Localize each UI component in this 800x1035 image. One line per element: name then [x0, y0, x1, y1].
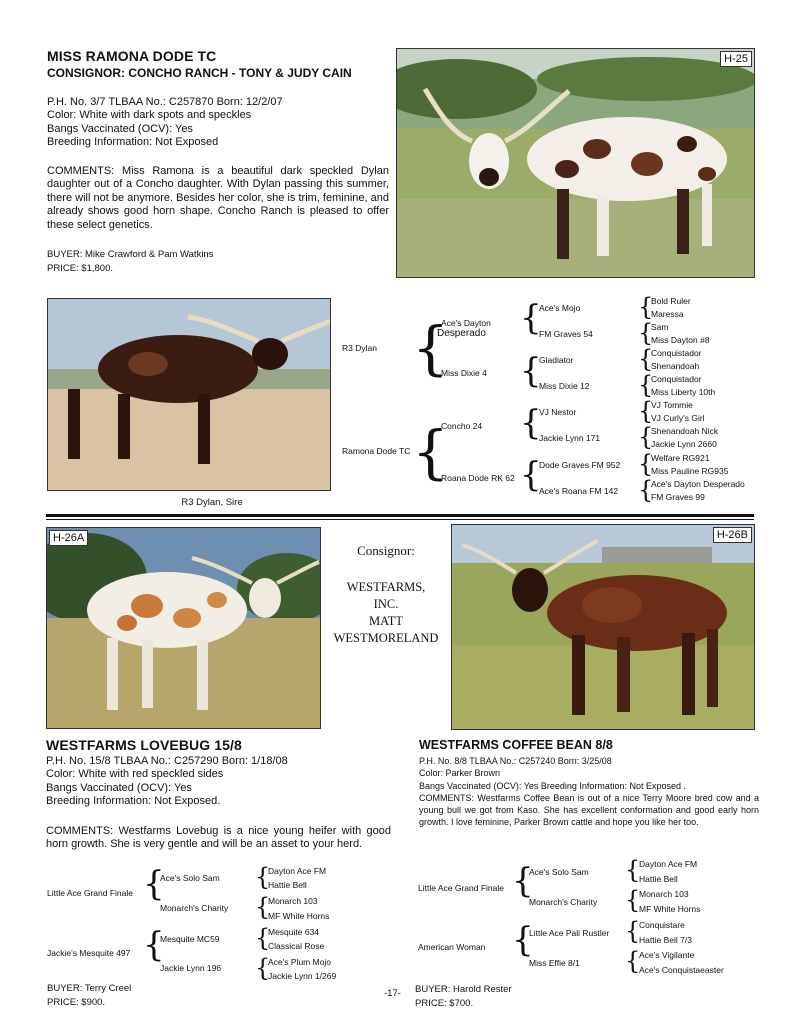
ped-g-6: Conquistador	[651, 374, 702, 384]
h25-tag: H-25	[720, 51, 752, 67]
consignor-names	[322, 579, 450, 647]
h26a-tag: H-26A	[49, 530, 88, 546]
h26a-ped-g-5: Classical Rose	[268, 941, 325, 951]
ped-dsd: Jackie Lynn 171	[539, 433, 601, 443]
ped-brace-g1: {	[638, 293, 654, 321]
h26b-ped-dd: Miss Effie 8/1	[529, 958, 580, 968]
ped-brace-ds: {	[520, 403, 542, 443]
h26a-ped-brace-sire: {	[143, 864, 165, 904]
h26b-ped-dam: American Woman	[418, 942, 486, 952]
ped-brace-dam: {	[412, 418, 449, 486]
sire-caption: R3 Dylan, Sire	[181, 497, 243, 508]
h25-consignor: CONSIGNOR: CONCHO RANCH - TONY & JUDY CAIN	[47, 66, 352, 80]
ped-dd: Roana Dode RK 62	[441, 473, 515, 483]
h26a-ped-brace-g3: {	[255, 924, 271, 952]
h26b-ped-g-4: Conquistare	[639, 920, 685, 930]
ped-sss: Ace's Mojo	[539, 303, 581, 313]
h26b-comments: COMMENTS: Westfarms Coffee Bean is out of a nice Terry Moore bred cow and a young bull we got from Kaso. She has excellent conformation and good early horn growth. I love feminine, Parker Brown cattle and hope you like her too.	[419, 792, 759, 828]
ped-dam: Ramona Dode TC	[342, 446, 411, 456]
h25-name: MISS RAMONA DODE TC	[47, 48, 217, 64]
ped-brace-dd: {	[520, 455, 542, 495]
h25-bangs: Bangs Vaccinated (OCV): Yes	[47, 122, 193, 135]
ped-brace-g2: {	[638, 319, 654, 347]
h26a-color: Color: White with red speckled sides	[46, 768, 224, 781]
ped-brace-g5: {	[638, 397, 654, 425]
h26b-ped-brace-g3: {	[625, 917, 641, 945]
h26a-ped-g-3: MF White Horns	[268, 911, 330, 921]
ped-ss: Ace's Dayton	[441, 318, 491, 328]
ped-g-13: Miss Pauline RG935	[651, 466, 729, 476]
h26b-photo-art	[452, 525, 754, 729]
ped-g-2: Sam	[651, 322, 669, 332]
h26b-ped-ds: Little Ace Pali Rustler	[529, 928, 610, 938]
ped-brace-g7: {	[638, 450, 654, 478]
h26a-ped-g-4: Mesquite 634	[268, 927, 320, 937]
h25-details	[47, 96, 387, 150]
ped-ddd: Ace's Roana FM 142	[539, 486, 619, 496]
h26b-buyer: BUYER: Harold Rester	[415, 984, 512, 995]
h26b-ped-g-2: Monarch 103	[639, 889, 689, 899]
h26a-ped-dam: Jackie's Mesquite 497	[47, 948, 131, 958]
ped-g-5: Shenandoah	[651, 361, 700, 371]
page-number: -17-	[384, 988, 401, 999]
h26b-ped-brace-g2: {	[625, 886, 641, 914]
ped-g-7: Miss Liberty 10th	[651, 387, 716, 397]
consignor-line2: INC.	[373, 597, 399, 611]
h26b-ped-brace-g1: {	[625, 856, 641, 884]
h26a-ped-g-0: Dayton Ace FM	[268, 866, 327, 876]
h26b-ped-g-7: Ace's Conquistaeaster	[639, 965, 724, 975]
h26b-ped-g-5: Hattie Bell 7/3	[639, 935, 692, 945]
h25-buyer: BUYER: Mike Crawford & Pam Watkins	[47, 249, 214, 260]
h26a-ped-sd: Monarch's Charity	[160, 903, 229, 913]
ped-brace-g6: {	[638, 423, 654, 451]
section-divider	[46, 514, 754, 517]
h26b-photo	[451, 524, 755, 730]
ped-brace-g8: {	[638, 476, 654, 504]
h26b-ped-sd: Monarch's Charity	[529, 897, 598, 907]
ped-ss2: Desperado	[437, 328, 486, 339]
h26a-buyer: BUYER: Terry Creel	[47, 983, 132, 994]
ped-g-4: Conquistador	[651, 348, 702, 358]
h26b-ped-brace-dam: {	[512, 920, 534, 960]
h26a-details	[46, 755, 406, 809]
ped-g-8: VJ Tommie	[651, 400, 693, 410]
h26b-bangs: Bangs Vaccinated (OCV): Yes Breeding Information: Not Exposed .	[419, 780, 686, 791]
ped-ds: Concho 24	[441, 421, 483, 431]
ped-g-3: Miss Dayton #8	[651, 335, 710, 345]
h26b-ped-sire: Little Ace Grand Finale	[418, 883, 504, 893]
h26a-ped-brace-g2: {	[255, 893, 271, 921]
h26b-ped-ss: Ace's Solo Sam	[529, 867, 589, 877]
h26a-ped-sire: Little Ace Grand Finale	[47, 888, 133, 898]
h26a-breeding: Breeding Information: Not Exposed.	[46, 795, 221, 808]
consignor-line3: MATT	[368, 614, 404, 628]
ped-g-1: Maressa	[651, 309, 684, 319]
h26a-ped-brace-g4: {	[255, 954, 271, 982]
h26a-ped-g-6: Ace's Plum Mojo	[268, 957, 332, 967]
h26a-photo	[46, 527, 321, 729]
h26b-tag: H-26B	[713, 527, 752, 543]
h26a-ped-brace-g1: {	[255, 863, 271, 891]
h26a-ped-g-7: Jackie Lynn 1/269	[268, 971, 337, 981]
h26a-photo-art	[47, 528, 320, 728]
ped-g-12: Welfare RG921	[651, 453, 710, 463]
section-divider-thin	[46, 519, 754, 520]
ped-g-15: FM Graves 99	[651, 492, 705, 502]
ped-g-0: Bold Ruler	[651, 296, 691, 306]
h26b-ped-g-1: Hattie Bell	[639, 874, 678, 884]
h25-photo-art	[397, 49, 754, 277]
h26b-price: PRICE: $700.	[415, 998, 474, 1009]
h26b-ped-g-0: Dayton Ace FM	[639, 859, 698, 869]
h26b-color: Color: Parker Brown	[419, 768, 501, 779]
ped-brace-g4: {	[638, 371, 654, 399]
h26a-ped-g-1: Hattie Bell	[268, 880, 307, 890]
h26a-price: PRICE: $900.	[47, 997, 106, 1008]
ped-g-14: Ace's Dayton Desperado	[651, 479, 745, 489]
ped-sds: Gladiator	[539, 355, 574, 365]
h26b-details	[419, 755, 759, 829]
h25-photo	[396, 48, 755, 278]
ped-brace-ss: {	[520, 298, 542, 338]
h26a-ped-brace-dam: {	[143, 925, 165, 965]
ped-dds: Dode Graves FM 952	[539, 460, 621, 470]
h26a-ped-ss: Ace's Solo Sam	[160, 873, 220, 883]
h26a-ped-ds: Mesquite MC59	[160, 934, 220, 944]
ped-brace-g3: {	[638, 345, 654, 373]
ped-sire: R3 Dylan	[342, 343, 377, 353]
consignor-heading: Consignor:	[357, 543, 415, 558]
consignor-line1: WESTFARMS,	[346, 580, 426, 594]
h26a-bangs: Bangs Vaccinated (OCV): Yes	[46, 781, 192, 794]
ped-ssd: FM Graves 54	[539, 329, 593, 339]
h26b-ped-brace-sire: {	[512, 861, 534, 901]
h25-breeding: Breeding Information: Not Exposed	[47, 136, 219, 149]
h25-comments: COMMENTS: Miss Ramona is a beautiful dark speckled Dylan daughter out of a Concho daughter. With Dylan passing this summer, there will not be anymore. Besides her color, she is trim, feminine, and already shows good horn shape. Concho Ranch is pleased to offer these select genetics.	[47, 165, 389, 231]
h26b-ped-g-6: Ace's Vigilante	[639, 950, 695, 960]
ped-g-10: Shenandoah Nick	[651, 426, 719, 436]
h25-price: PRICE: $1,800.	[47, 263, 114, 274]
ped-sdd: Miss Dixie 12	[539, 381, 590, 391]
ped-sd: Miss Dixie 4	[441, 368, 487, 378]
sire-photo	[47, 298, 331, 491]
h26a-ph-line: P.H. No. 15/8 TLBAA No.: C257290 Born: 1/18/08	[46, 755, 288, 767]
ped-dss: VJ Nestor	[539, 407, 577, 417]
h26a-ped-dd: Jackie Lynn 196	[160, 963, 222, 973]
h25-color: Color: White with dark spots and speckles	[47, 109, 252, 122]
h26b-name: WESTFARMS COFFEE BEAN 8/8	[419, 738, 613, 752]
sire-photo-art	[48, 299, 330, 490]
ped-g-9: VJ Curly's Girl	[651, 413, 705, 423]
consignor-line4: WESTMORELAND	[333, 631, 439, 645]
h26b-ped-brace-g4: {	[625, 947, 641, 975]
h26a-comments: COMMENTS: Westfarms Lovebug is a nice young heifer with good horn growth. She is very gentle and will be an asset to your herd.	[46, 825, 391, 851]
h26b-ped-g-3: MF White Horns	[639, 904, 701, 914]
h26b-ph-line: P.H. No. 8/8 TLBAA No.: C257240 Born: 3/25/08	[419, 756, 612, 766]
h25-ph-line: P.H. No. 3/7 TLBAA No.: C257870 Born: 12/2/07	[47, 96, 283, 108]
h26a-name: WESTFARMS LOVEBUG 15/8	[46, 737, 242, 753]
ped-brace-sire: {	[412, 314, 449, 382]
ped-brace-sd: {	[520, 351, 542, 391]
h26a-ped-g-2: Monarch 103	[268, 896, 318, 906]
ped-g-11: Jackie Lynn 2660	[651, 439, 717, 449]
